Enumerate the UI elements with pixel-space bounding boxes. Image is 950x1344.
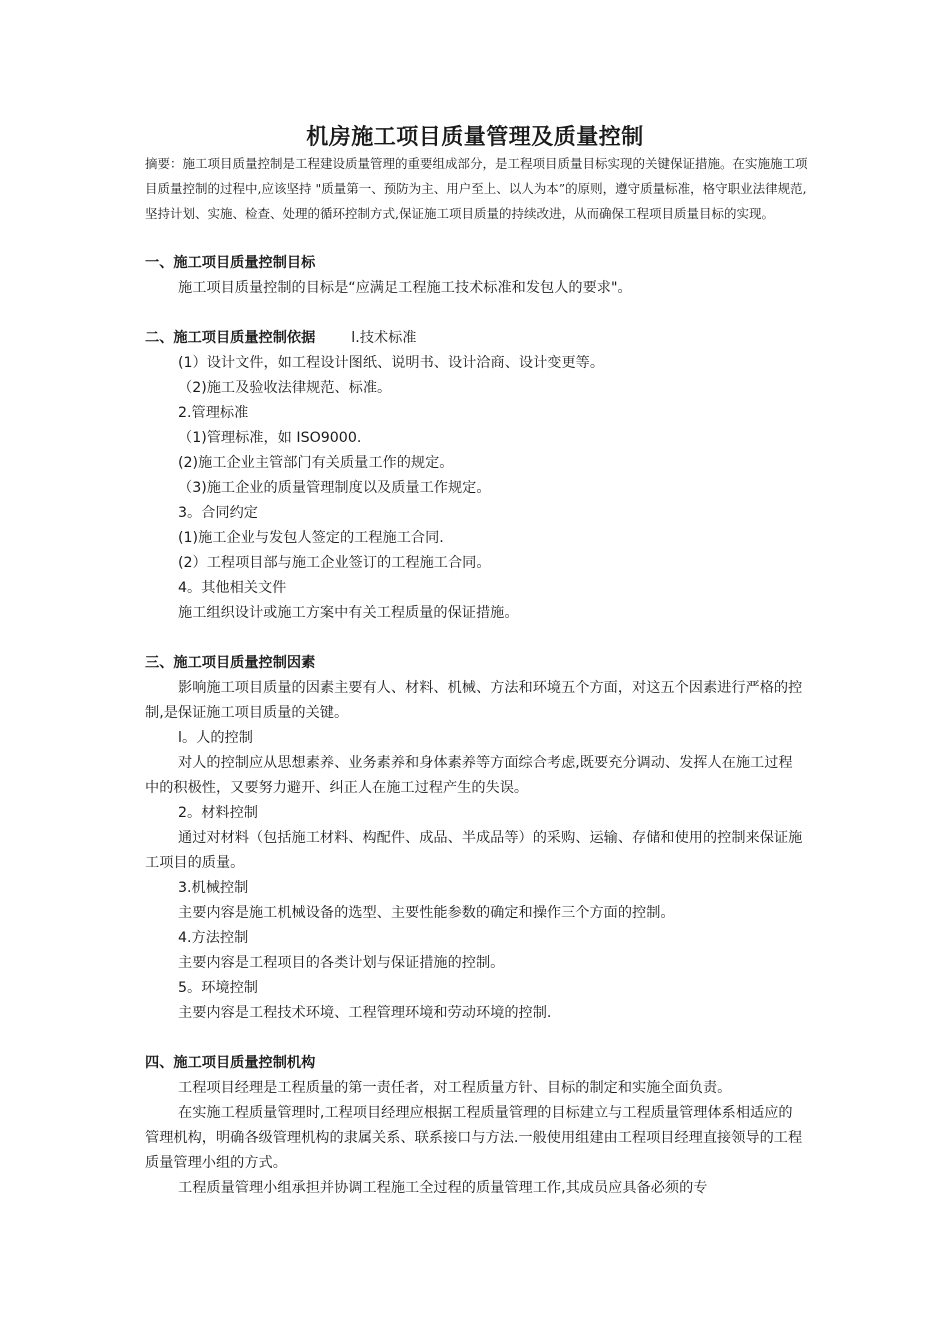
section-3-sub-4: 4.方法控制 [178,930,249,946]
section-4-paragraph-1: 工程项目经理是工程质量的第一责任者，对工程质量方针、目标的制定和实施全面负责。 [178,1080,732,1096]
section-3-sub-5: 5。环境控制 [178,980,258,996]
section-3-paragraph-3: 主要内容是施工机械设备的选型、主要性能参数的确定和操作三个方面的控制。 [178,905,675,921]
section-3-paragraph-1: 对人的控制应从思想素养、业务素养和身体素养等方面综合考虑,既要充分调动、发挥人在施工过程中的积极性，又要努力避开、纠正人在施工过程产生的失误。 [145,755,793,796]
list-item: 2.管理标准 [178,405,249,421]
section-3-paragraph-4: 主要内容是工程项目的各类计划与保证措施的控制。 [178,955,505,971]
section-2-sub-1: l.技术标准 [351,330,417,346]
spacer [145,301,805,326]
list-item: 3。合同约定 [178,505,258,521]
list-item: （3)施工企业的质量管理制度以及质量工作规定。 [178,480,491,496]
section-1-text: 施工项目质量控制的目标是“应满足工程施工技术标准和发包人的要求"。 [178,280,632,296]
list-item: (1）设计文件，如工程设计图纸、说明书、设计洽商、设计变更等。 [178,355,605,371]
section-1-heading: 一、施工项目质量控制目标 [145,255,316,271]
document-body [145,251,805,1201]
spacer [145,626,805,651]
section-3-paragraph-2: 通过对材料（包括施工材料、构配件、成品、半成品等）的采购、运输、存储和使用的控制来保证施工项目的质量。 [145,830,803,871]
list-item: 施工组织设计或施工方案中有关工程质量的保证措施。 [178,605,519,621]
list-item: （2)施工及验收法律规范、标准。 [178,380,392,396]
list-item: (2)施工企业主管部门有关质量工作的规定。 [178,455,454,471]
section-2-heading: 二、施工项目质量控制依据 [145,330,316,346]
list-item: （1)管理标准，如 ISO9000. [178,430,362,446]
section-3-sub-2: 2。材料控制 [178,805,258,821]
list-item: 4。其他相关文件 [178,580,287,596]
list-item: (1)施工企业与发包人签定的工程施工合同. [178,530,444,546]
section-3-sub-1: l。人的控制 [178,730,253,746]
section-4-paragraph-2: 在实施工程质量管理时,工程项目经理应根据工程质量管理的目标建立与工程质量管理体系相适应的管理机构，明确各级管理机构的隶属关系、联系接口与方法.一般使用组建由工程项目经理直接领导的工程质量管理小组的方式。 [145,1105,803,1171]
list-item: (2）工程项目部与施工企业签订的工程施工合同。 [178,555,491,571]
document-title: 机房施工项目质量管理及质量控制 [306,124,644,150]
section-3-sub-3: 3.机械控制 [178,880,249,896]
spacer [145,1026,805,1051]
section-3-heading: 三、施工项目质量控制因素 [145,655,316,671]
section-2-heading-line [145,326,805,351]
section-3-intro: 影响施工项目质量的因素主要有人、材料、机械、方法和环境五个方面，对这五个因素进行严格的控制,是保证施工项目质量的关键。 [145,680,803,721]
section-4-paragraph-3: 工程质量管理小组承担并协调工程施工全过程的质量管理工作,其成员应具备必须的专 [178,1180,708,1196]
abstract: 摘要：施工项目质量控制是工程建设质量管理的重要组成部分，是工程项目质量目标实现的关键保证措施。在实施施工项目质量控制的过程中,应该坚持 "质量第一、预防为主、用户至上、以人为本”的原则，遵守质量标准，格守职业法律规范,坚持计划、实施、检查、处理的循环控制方式,保证施工项目质量的持续改进，从而确保工程项目质量目标的实现。 [145,156,808,221]
section-3-paragraph-5: 主要内容是工程技术环境、工程管理环境和劳动环境的控制. [178,1005,552,1021]
section-4-heading: 四、施工项目质量控制机构 [145,1055,316,1071]
